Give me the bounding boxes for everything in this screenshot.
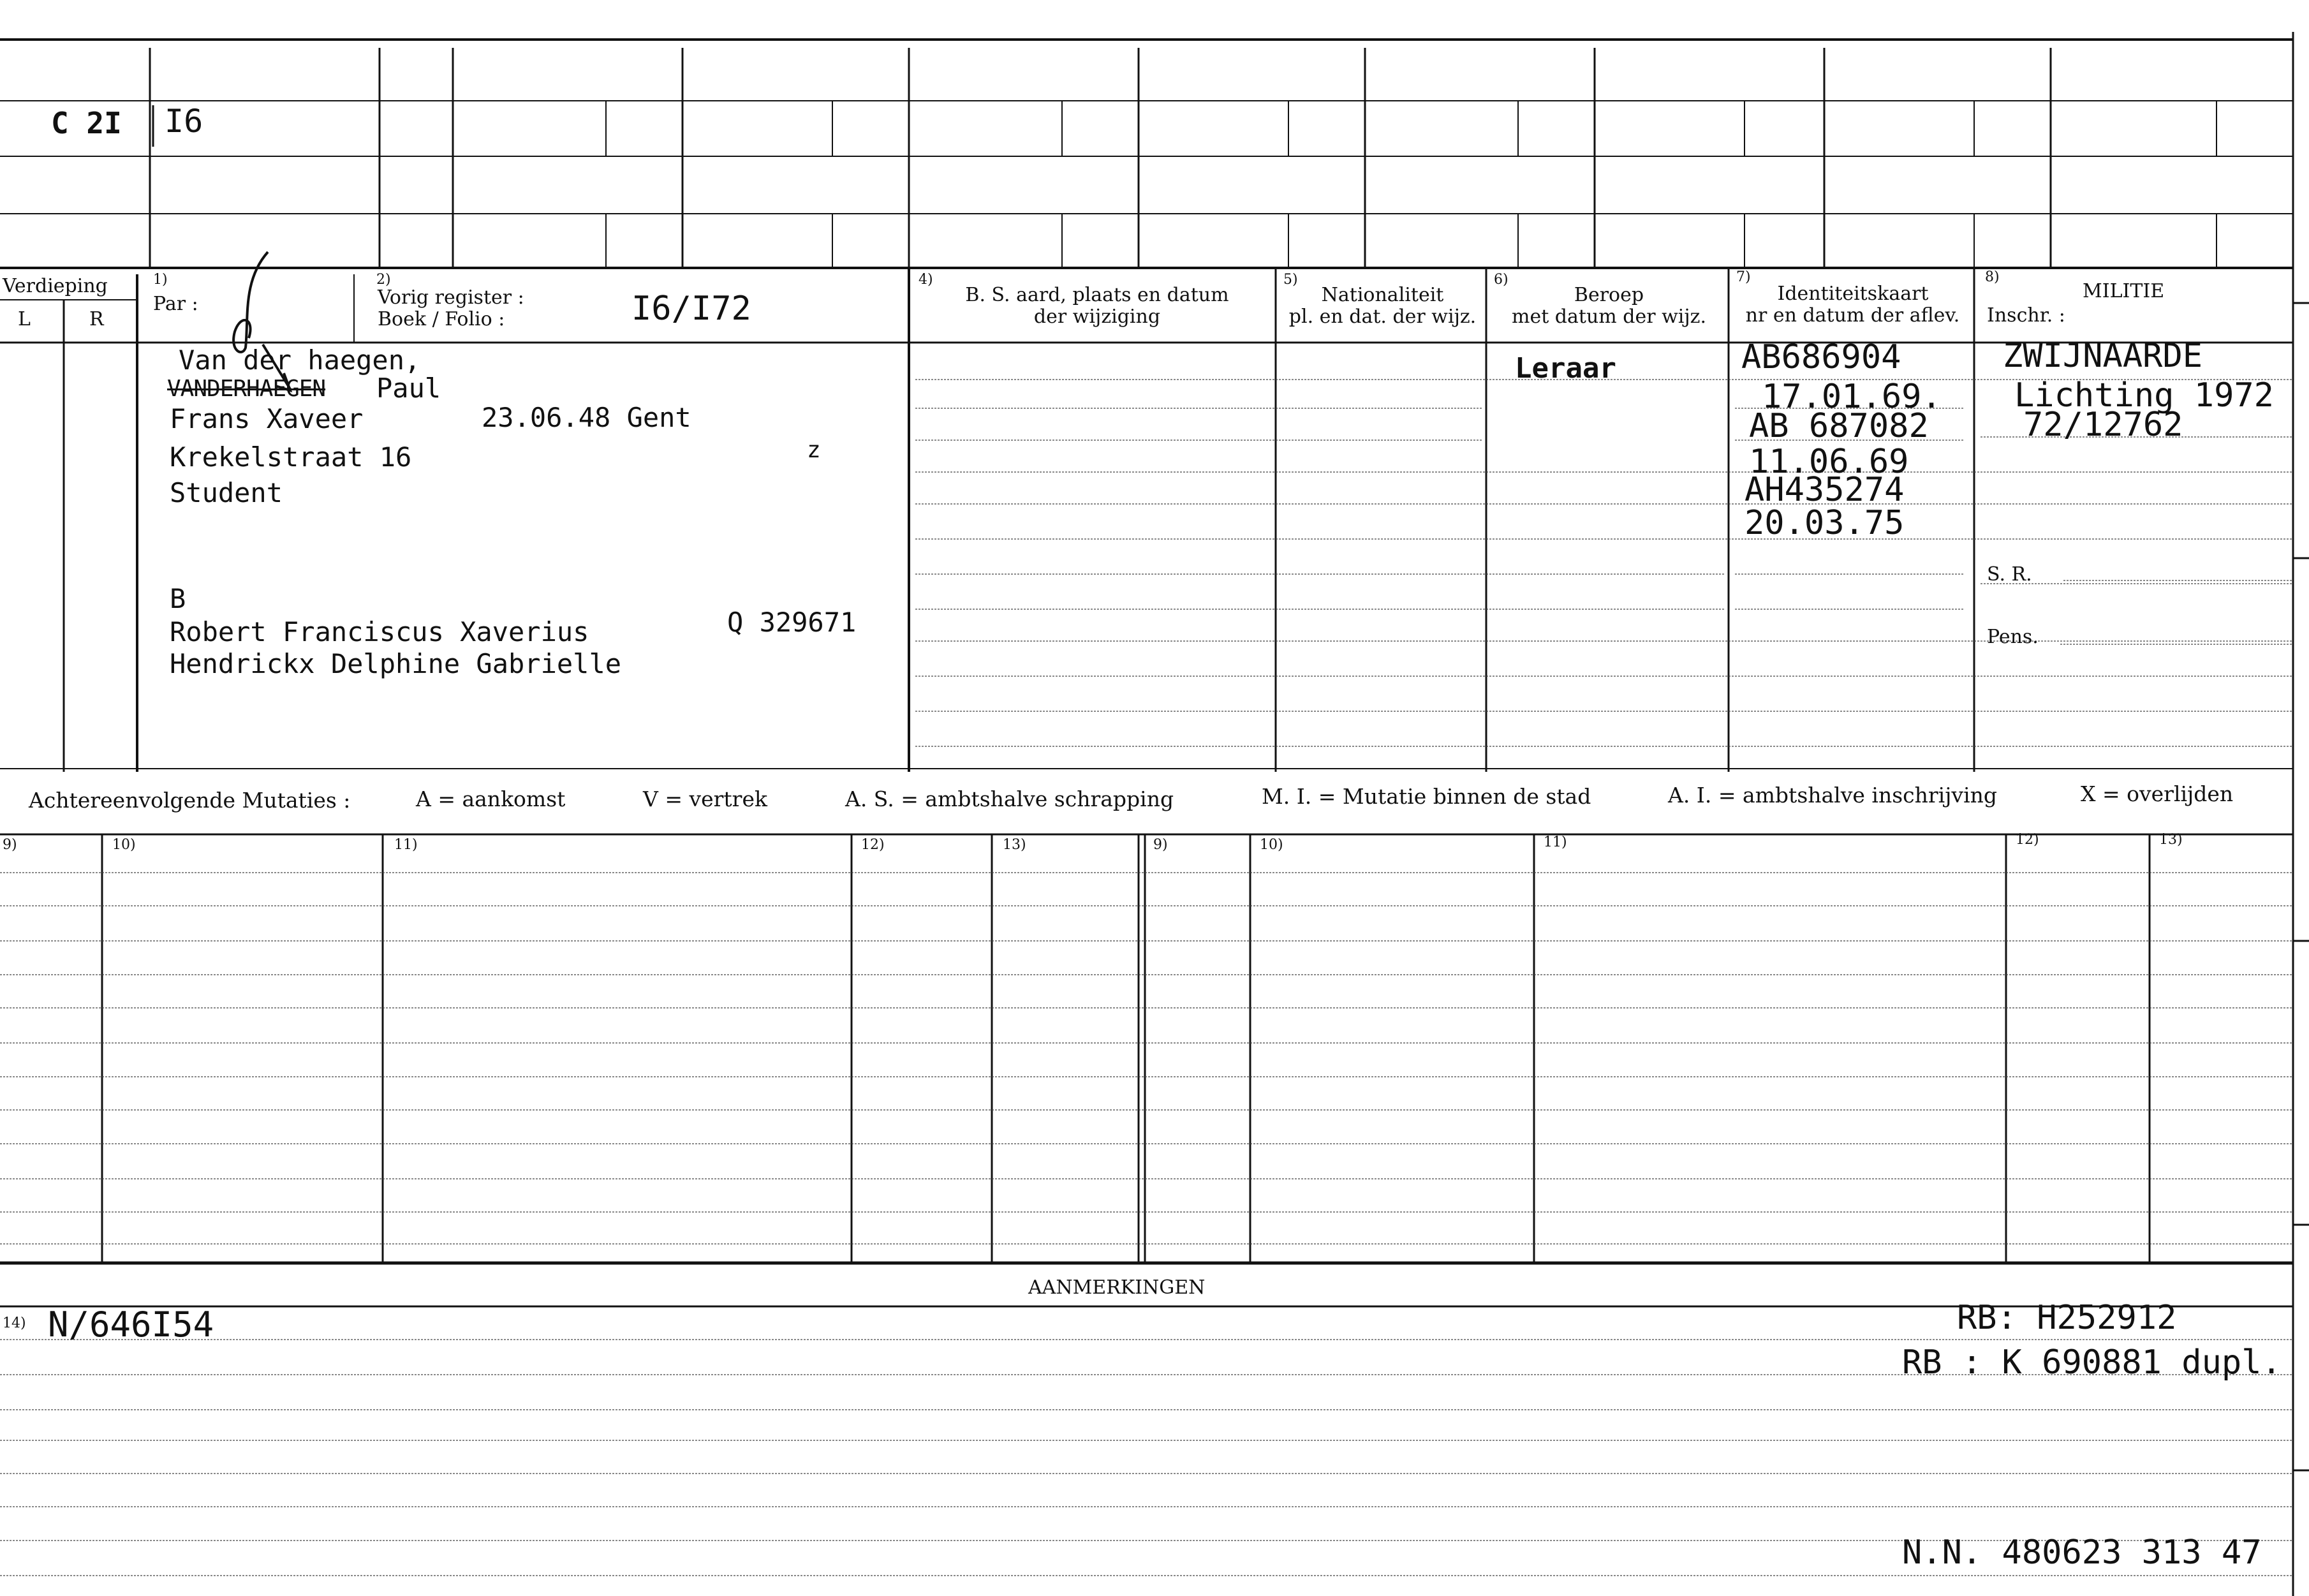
- id-card-3: AH435274: [1745, 471, 1905, 509]
- legend-schrapping: A. S. = ambtshalve schrapping: [845, 787, 1174, 811]
- legend-aankomst: A = aankomst: [416, 787, 566, 811]
- id-label-line2: nr en datum der aflev.: [1745, 304, 1960, 327]
- beroep-label-line1: Beroep: [1574, 284, 1644, 306]
- bs-label-line2: der wijziging: [1033, 306, 1161, 328]
- par-number: 1): [153, 272, 168, 288]
- marker: z: [807, 437, 821, 463]
- beroep-value: Leraar: [1515, 352, 1616, 385]
- col-9-left: 9): [3, 837, 17, 853]
- bs-number: 4): [918, 272, 933, 288]
- id-label-line1: Identiteitskaart: [1777, 283, 1929, 305]
- vorig-register-label: Vorig register :: [378, 286, 524, 309]
- first-name: Paul: [376, 373, 441, 404]
- col-10-left: 10): [112, 837, 136, 853]
- militie-number: 8): [1985, 269, 2000, 285]
- beroep-number: 6): [1494, 272, 1509, 288]
- col-13-left: 13): [1003, 837, 1026, 853]
- father-code: Q 329671: [727, 607, 857, 638]
- id-card-2: AB 687082: [1749, 407, 1929, 445]
- aanmerkingen-title: AANMERKINGEN: [1028, 1276, 1206, 1299]
- card-code: C 2I: [51, 106, 122, 140]
- aanmerkingen-number: 14): [3, 1315, 26, 1331]
- beroep-label-line2: met datum der wijz.: [1512, 306, 1706, 328]
- surname: Van der haegen,: [179, 344, 421, 376]
- nat-number: 5): [1283, 272, 1298, 288]
- col-12-right: 12): [2016, 832, 2039, 848]
- birth-date-place: 23.06.48 Gent: [482, 402, 691, 433]
- col-13-right: 13): [2159, 832, 2183, 848]
- father-name: Robert Franciscus Xaverius: [170, 616, 589, 647]
- col-10-right: 10): [1260, 837, 1283, 853]
- militie-title: MILITIE: [2083, 280, 2165, 302]
- col-11-right: 11): [1544, 834, 1567, 850]
- militie-lichting: Lichting 1972: [2014, 376, 2274, 415]
- legend-overlijden: X = overlijden: [2081, 781, 2234, 806]
- category-letter: B: [170, 583, 186, 614]
- second-names: Frans Xaveer: [170, 403, 364, 434]
- par-label: Par :: [153, 293, 198, 315]
- aanmerkingen-code: N/646I54: [48, 1304, 214, 1345]
- vorig-number: 2): [376, 272, 391, 288]
- boek-folio-value: I6/I72: [631, 290, 751, 328]
- occupation-student: Student: [170, 477, 283, 508]
- rb-1: RB: H252912: [1957, 1299, 2177, 1337]
- surname-crossed: VANDERHAEGEN: [167, 376, 326, 402]
- legend-mutatie-stad: M. I. = Mutatie binnen de stad: [1262, 784, 1591, 809]
- address: Krekelstraat 16: [170, 441, 412, 473]
- col-11-left: 11): [394, 837, 418, 853]
- mutaties-title: Achtereenvolgende Mutaties :: [29, 788, 351, 813]
- col-12-left: 12): [861, 837, 885, 853]
- pens-label: Pens.: [1987, 626, 2039, 648]
- legend-vertrek: V = vertrek: [643, 787, 767, 811]
- id-number: 7): [1736, 269, 1751, 285]
- id-date-3: 20.03.75: [1745, 504, 1905, 542]
- nat-label-line1: Nationaliteit: [1321, 284, 1444, 306]
- col-9-right: 9): [1153, 837, 1168, 853]
- legend-inschrijving: A. I. = ambtshalve inschrijving: [1668, 783, 1998, 808]
- bs-label-line1: B. S. aard, plaats en datum: [965, 284, 1229, 306]
- mother-name: Hendrickx Delphine Gabrielle: [170, 648, 622, 679]
- national-number: N.N. 480623 313 47: [1902, 1533, 2262, 1572]
- id-date-2: 11.06.69: [1749, 443, 1909, 481]
- militie-number-value: 72/12762: [2023, 406, 2183, 444]
- nat-label-line2: pl. en dat. der wijz.: [1288, 306, 1477, 328]
- militie-place: ZWIJNAARDE: [2003, 337, 2203, 375]
- col-r-label: R: [89, 308, 104, 330]
- card-subcode: I6: [165, 103, 203, 140]
- inschr-label: Inschr. :: [1987, 304, 2065, 327]
- id-date-1: 17.01.69.: [1762, 378, 1942, 416]
- col-l-label: L: [18, 308, 31, 330]
- rb-2: RB : K 690881 dupl.: [1902, 1343, 2282, 1382]
- boek-folio-label: Boek / Folio :: [378, 308, 505, 330]
- verdieping-label: Verdieping: [3, 275, 108, 297]
- id-card-1: AB686904: [1741, 338, 1901, 376]
- sr-label: S. R.: [1987, 563, 2032, 586]
